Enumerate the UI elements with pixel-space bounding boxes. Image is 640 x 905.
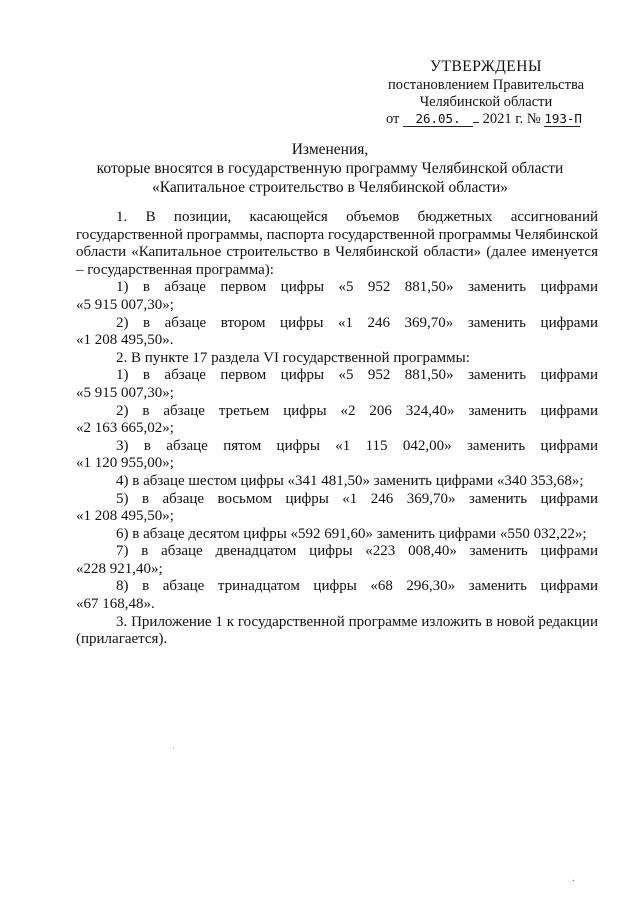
item-2-6: 6) в абзаце десятом цифры «592 691,60» заменить цифрами «550 032,22»;	[116, 525, 587, 542]
item-2-3-line-a: 3) в абзаце пятом цифры «1 115 042,00» заменить цифрами	[116, 437, 598, 454]
item-1-1-line-b: «5 915 007,30»;	[76, 296, 174, 313]
item-2-8-line-b: «67 168,48».	[76, 596, 155, 613]
title-line-3: «Капитальное строительство в Челябинской области»	[151, 179, 509, 196]
year-text: 2021 г. №	[482, 111, 541, 127]
document-title	[70, 140, 590, 197]
approval-block	[376, 58, 596, 128]
date-blank	[473, 122, 479, 123]
item-2-5-line-a: 5) в абзаце восьмом цифры «1 246 369,70» заменить цифрами	[116, 490, 598, 507]
item-2-7-line-b: «228 921,40»;	[76, 560, 163, 577]
item-2-3-line-b: «1 120 955,00»;	[76, 455, 174, 472]
item-1-2-line-b: «1 208 495,50».	[76, 332, 174, 349]
item-2-8-line-a: 8) в абзаце тринадцатом цифры «68 296,30» заменить цифрами	[116, 578, 598, 595]
item-2-4: 4) в абзаце шестом цифры «341 481,50» заменить цифрами «340 353,68»;	[116, 472, 584, 489]
approval-line-1: постановлением Правительства	[387, 77, 585, 93]
date-prefix: от	[386, 111, 400, 127]
approval-line-2: Челябинской области	[419, 94, 553, 110]
item-1-2-line-a: 2) в абзаце втором цифры «1 246 369,70» заменить цифрами	[116, 314, 598, 331]
item-2-1-line-b: «5 915 007,30»;	[76, 384, 174, 401]
item-3: 3. Приложение 1 к государственной программе изложить в новой редакции (прилагается).	[76, 613, 598, 648]
item-2-7-line-a: 7) в абзаце двенадцатом цифры «223 008,40» заменить цифрами	[116, 543, 598, 560]
item-2-intro: 2. В пункте 17 раздела VI государственной программы:	[116, 349, 470, 366]
item-2-1-line-a: 1) в абзаце первом цифры «5 952 881,50» заменить цифрами	[116, 367, 598, 384]
item-1-intro: 1. В позиции, касающейся объемов бюджетных ассигнований государственной программы, паспорта государственной программы Челябинской области «Капитальное строительство в Челябинской области» (далее именуется – государственная программа):	[76, 209, 598, 278]
title-line-2: которые вносятся в государственную программу Челябинской области	[96, 160, 564, 177]
item-2-2-line-a: 2) в абзаце третьем цифры «2 206 324,40» заменить цифрами	[116, 402, 598, 419]
handwritten-number: 193-П	[544, 111, 582, 126]
approval-date-line	[376, 111, 596, 128]
footer-mark: .	[572, 873, 575, 884]
item-2-5-line-b: «1 208 495,50»;	[76, 508, 174, 525]
handwritten-date: 26.05.	[403, 112, 473, 127]
scan-speck	[173, 748, 174, 749]
item-2-2-line-b: «2 163 665,02»;	[76, 420, 174, 437]
title-line-1: Изменения,	[291, 141, 369, 158]
document-body	[76, 209, 598, 649]
item-1-1-line-a: 1) в абзаце первом цифры «5 952 881,50» заменить цифрами	[116, 279, 598, 296]
approval-title: УТВЕРЖДЕНЫ	[430, 58, 542, 75]
